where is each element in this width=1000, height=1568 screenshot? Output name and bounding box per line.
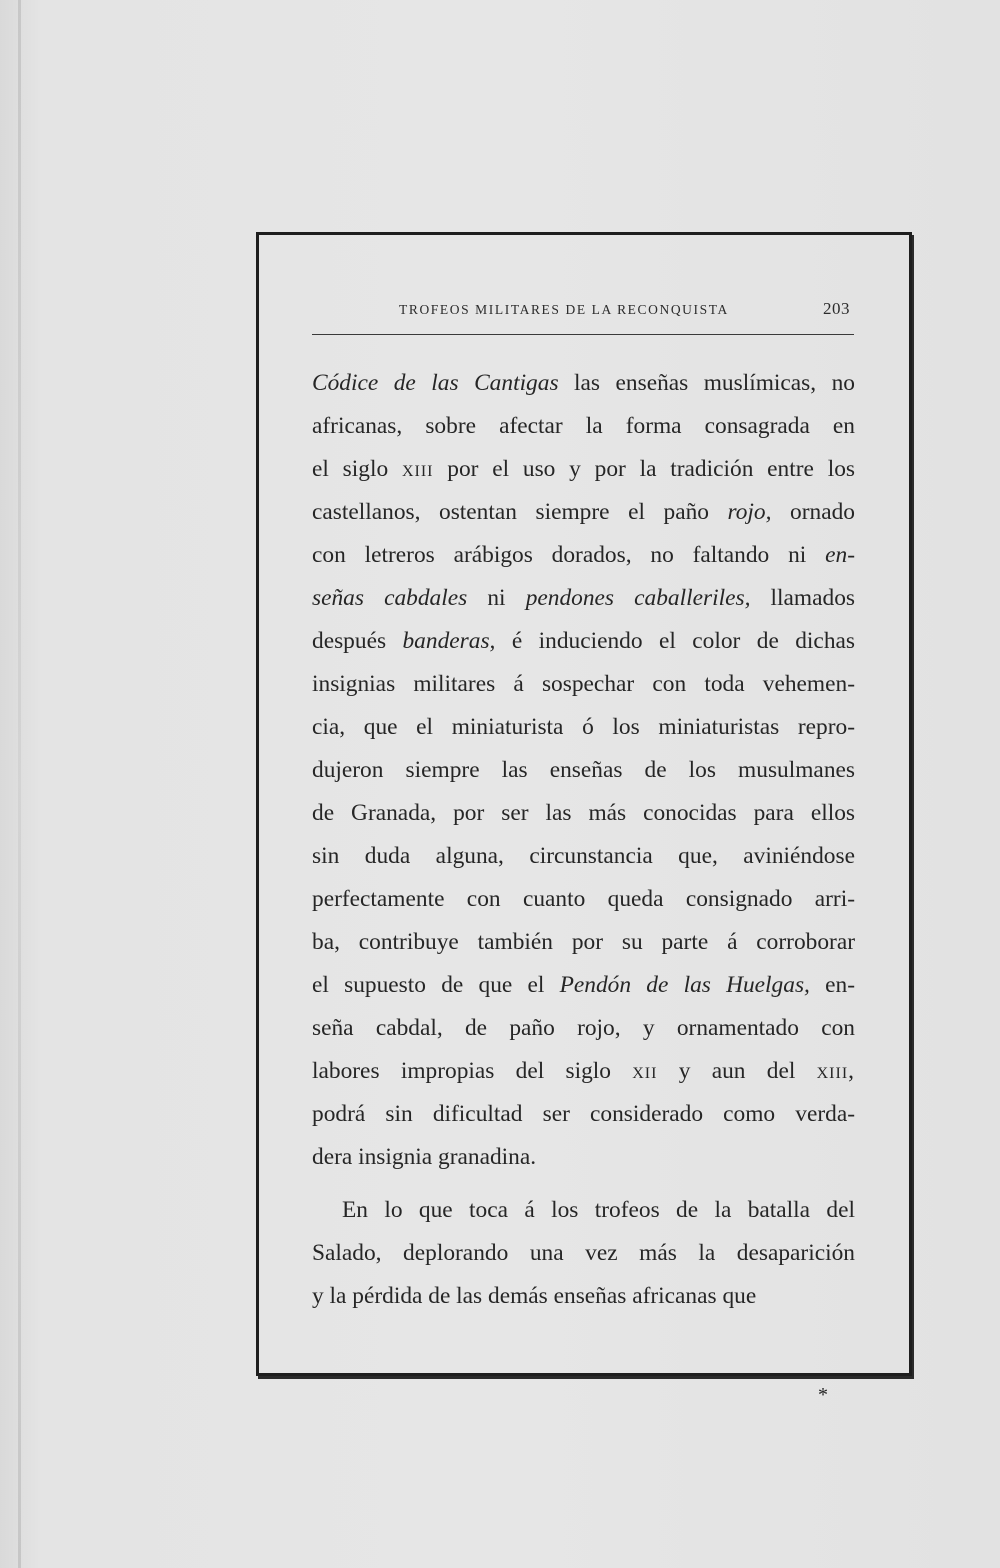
book-spine-shadow (18, 0, 21, 1568)
text-line (312, 964, 855, 1007)
text-line (312, 749, 855, 792)
text-segment: pendones caballeriles, (525, 585, 751, 611)
text-line (312, 1275, 855, 1318)
text-segment: dera insignia granadina. (312, 1144, 537, 1170)
text-segment: y aun del (657, 1058, 817, 1084)
text-segment: seña cabdal, de paño rojo, y ornamentado con (312, 1015, 855, 1041)
text-segment: en- (809, 972, 855, 998)
text-segment: xii (632, 1058, 658, 1084)
text-segment: en- (825, 542, 855, 568)
text-line (312, 1093, 855, 1136)
text-line (312, 448, 855, 491)
text-segment: ornado (771, 499, 855, 525)
text-line (312, 835, 855, 878)
header-rule (312, 334, 854, 335)
text-segment: de Granada, por ser las más conocidas para ellos (312, 800, 855, 826)
text-segment: En lo que toca á los trofeos de la batalla del (342, 1197, 855, 1223)
paragraph-spacer (312, 1179, 855, 1189)
text-line (312, 1189, 855, 1232)
text-segment: llamados (750, 585, 855, 611)
running-head (312, 300, 854, 324)
page-number: 203 (823, 299, 850, 318)
text-line (312, 792, 855, 835)
text-line (312, 577, 855, 620)
text-line (312, 1136, 855, 1179)
text-segment: insignias militares á sospechar con toda vehemen- (312, 671, 855, 697)
text-segment: las enseñas muslímicas, no (558, 370, 855, 396)
text-segment: labores impropias del siglo (312, 1058, 633, 1084)
text-segment: después (312, 628, 403, 654)
text-segment: y la pérdida de las demás enseñas africanas que (312, 1283, 757, 1309)
paragraph-1 (312, 362, 855, 1179)
text-segment: ni (467, 585, 526, 611)
text-line (312, 878, 855, 921)
text-segment: é induciendo el color de dichas (495, 628, 855, 654)
text-line (312, 534, 855, 577)
paragraph-2 (312, 1189, 855, 1318)
text-line (312, 1007, 855, 1050)
text-line (312, 706, 855, 749)
text-segment: xiii, (816, 1058, 855, 1084)
text-segment: castellanos, ostentan siempre el paño (312, 499, 728, 525)
text-line (312, 362, 855, 405)
running-head-title: TROFEOS MILITARES DE LA RECONQUISTA (399, 302, 729, 317)
text-segment: africanas, sobre afectar la forma consagrada en (312, 413, 855, 439)
text-line (312, 663, 855, 706)
text-segment: cia, que el miniaturista ó los miniaturistas repro- (312, 714, 855, 740)
text-segment: perfectamente con cuanto queda consignado arri- (312, 886, 855, 912)
text-segment: con letreros arábigos dorados, no faltando ni (312, 542, 826, 568)
text-line (312, 491, 855, 534)
text-segment: Pendón de las Huelgas, (559, 972, 810, 998)
text-line (312, 1232, 855, 1275)
text-segment: señas cabdales (312, 585, 468, 611)
text-segment: sin duda alguna, circunstancia que, aviniéndose (312, 843, 855, 869)
signature-mark: * (818, 1384, 828, 1406)
text-segment: por el uso y por la tradición entre los (433, 456, 855, 482)
text-segment: banderas, (402, 628, 496, 654)
body-text (312, 362, 855, 1318)
text-segment: el siglo (312, 456, 402, 482)
text-segment: rojo, (727, 499, 772, 525)
text-segment: dujeron siempre las enseñas de los musulmanes (312, 757, 855, 783)
text-segment: xiii (401, 456, 434, 482)
text-segment: el supuesto de que el (312, 972, 560, 998)
text-segment: Códice de las Cantigas (312, 370, 559, 396)
text-line (312, 405, 855, 448)
text-segment: podrá sin dificultad ser considerado como verda- (312, 1101, 855, 1127)
text-segment: Salado, deplorando una vez más la desaparición (312, 1240, 855, 1266)
text-line (312, 620, 855, 663)
text-segment: ba, contribuye también por su parte á corroborar (312, 929, 855, 955)
text-line (312, 921, 855, 964)
text-line (312, 1050, 855, 1093)
